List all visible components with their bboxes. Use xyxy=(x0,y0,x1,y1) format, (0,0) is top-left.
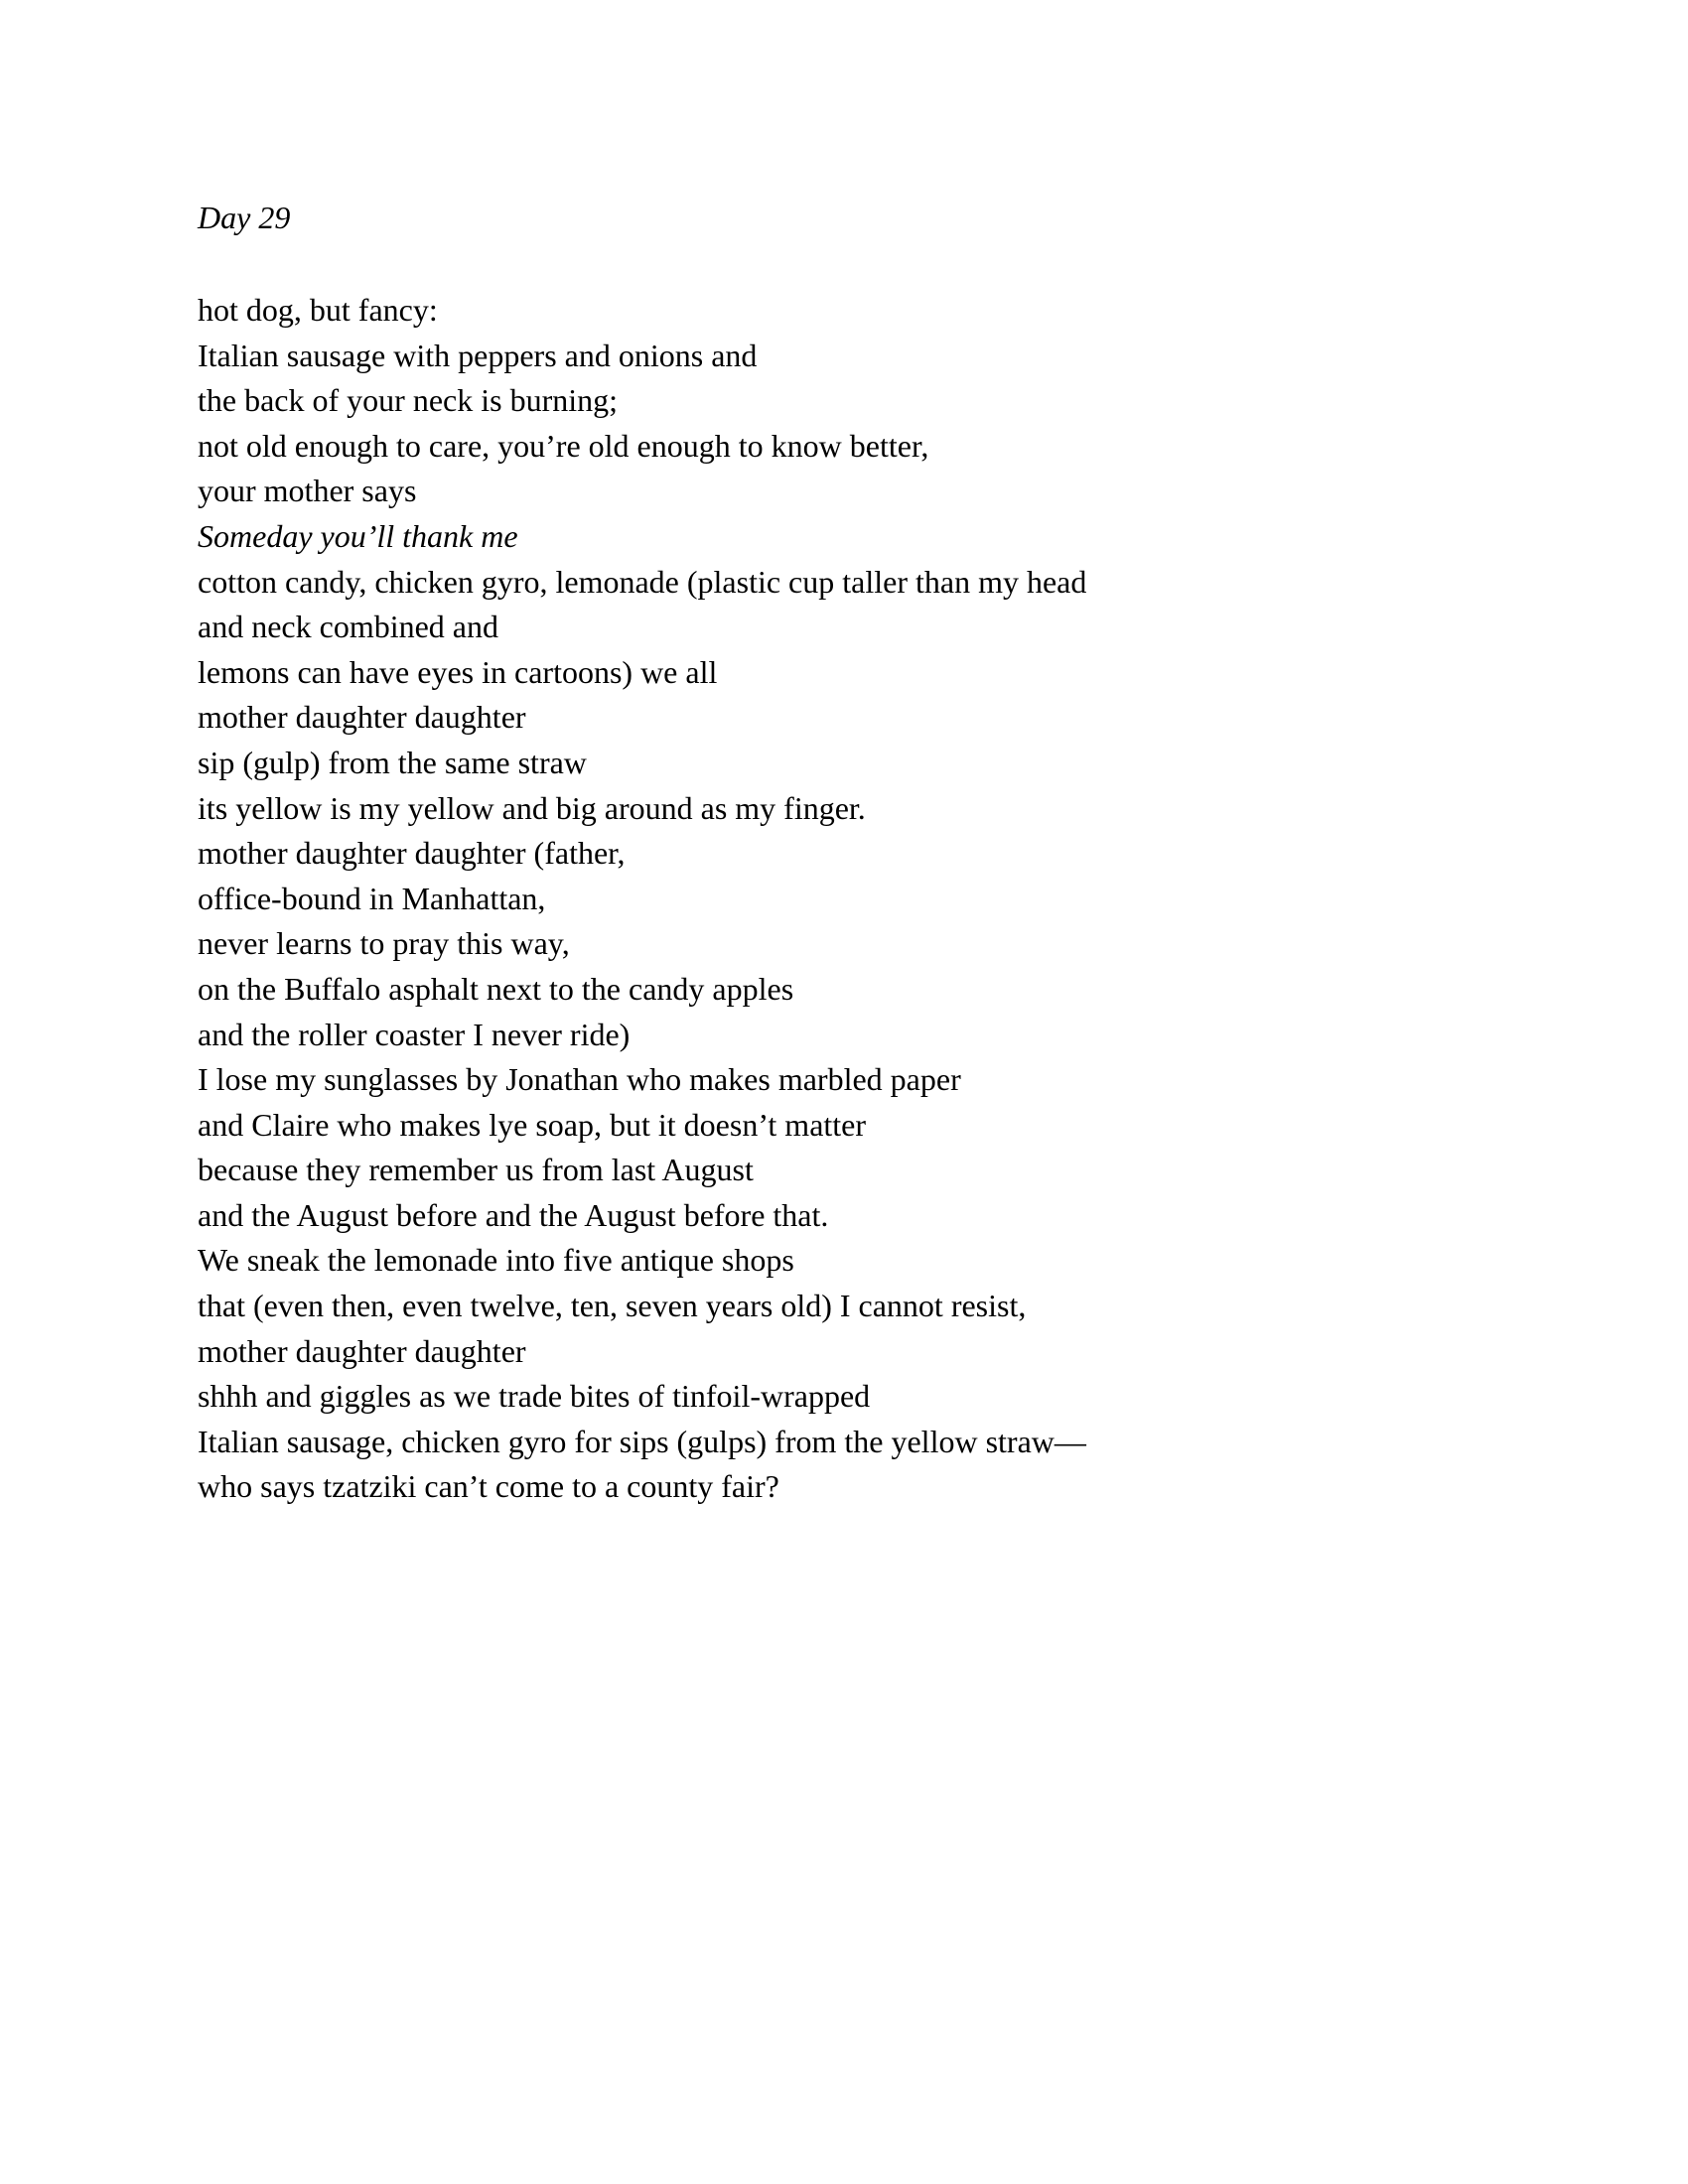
poem-line: I lose my sunglasses by Jonathan who makes marbled paper xyxy=(198,1061,961,1098)
poem-line: mother daughter daughter xyxy=(198,699,526,736)
poem-line: mother daughter daughter (father, xyxy=(198,835,626,872)
poem-line: shhh and giggles as we trade bites of tinfoil-wrapped xyxy=(198,1378,871,1415)
poem-line: office-bound in Manhattan, xyxy=(198,880,546,916)
poem-line: lemons can have eyes in cartoons) we all xyxy=(198,653,718,690)
poem-line: not old enough to care, you’re old enough to know better, xyxy=(198,427,929,464)
poem-line: hot dog, but fancy: xyxy=(198,292,438,328)
poem-line: mother daughter daughter xyxy=(198,1332,526,1369)
poem-line: sip (gulp) from the same straw xyxy=(198,744,587,780)
poem-line: because they remember us from last August xyxy=(198,1152,754,1188)
poem-line: Italian sausage with peppers and onions and xyxy=(198,337,758,373)
poem-body xyxy=(198,288,1488,1510)
poem-line: on the Buffalo asphalt next to the candy apples xyxy=(198,970,794,1007)
poem-line: its yellow is my yellow and big around as my finger. xyxy=(198,789,866,826)
poem-line: the back of your neck is burning; xyxy=(198,382,618,419)
poem-line: never learns to pray this way, xyxy=(198,925,570,962)
poem-line: and Claire who makes lye soap, but it doesn’t matter xyxy=(198,1106,867,1143)
poem-line: that (even then, even twelve, ten, seven years old) I cannot resist, xyxy=(198,1288,1027,1324)
poem-line: and neck combined and xyxy=(198,609,498,645)
poem-line: and the August before and the August before that. xyxy=(198,1196,829,1233)
poem-line: Italian sausage, chicken gyro for sips (gulps) from the yellow straw— xyxy=(198,1423,1086,1459)
poem-line: who says tzatziki can’t come to a county fair? xyxy=(198,1468,779,1505)
page-title: Day 29 xyxy=(198,200,291,235)
poem-line: cotton candy, chicken gyro, lemonade (plastic cup taller than my head xyxy=(198,563,1087,600)
poem-line: and the roller coaster I never ride) xyxy=(198,1016,631,1052)
poem-line: Someday you’ll thank me xyxy=(198,517,518,554)
poem-line: We sneak the lemonade into five antique shops xyxy=(198,1242,794,1279)
poem-line: your mother says xyxy=(198,473,417,509)
